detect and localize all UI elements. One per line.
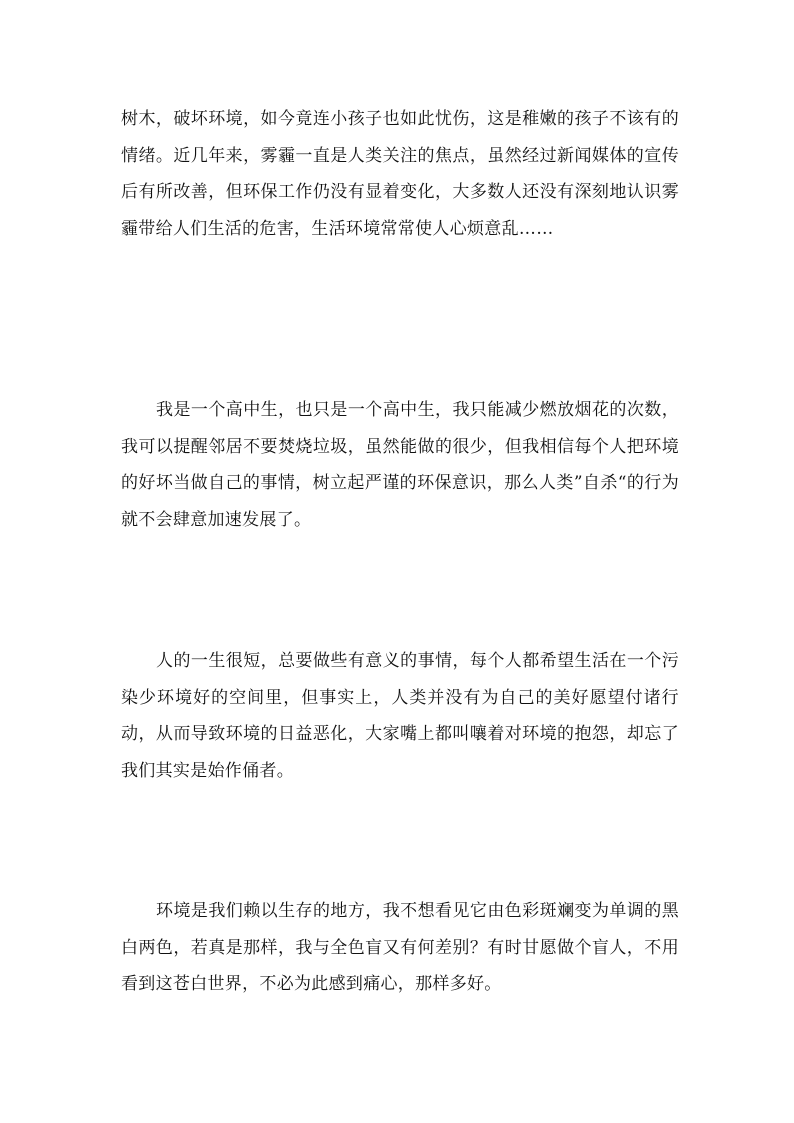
paragraph-short-life: 人的一生很短，总要做些有意义的事情，每个人都希望生活在一个污染少环境好的空间里，但事实上，人类并没有为自己的美好愿望付诸行动，从而导致环境的日益恶化，大家嘴上都叫嚷着对环境的抱怨，却忘了我们其实是始作俑者。 [121, 651, 679, 781]
paragraph-high-school-student: 我是一个高中生，也只是一个高中生，我只能减少燃放烟花的次数，我可以提醒邻居不要焚烧垃圾，虽然能做的很少，但我相信每个人把环境的好坏当做自己的事情，树立起严谨的环保意识，那么人类”自杀“的行为就不会肆意加速发展了。 [121, 400, 679, 530]
paragraph-continuation: 树木，破坏环境，如今竟连小孩子也如此忧伤，这是稚嫩的孩子不该有的情绪。近几年来，雾霾一直是人类关注的焦点，虽然经过新闻媒体的宣传后有所改善，但环保工作仍没有显着变化，大多数人还没有深刻地认识雾霾带给人们生活的危害，生活环境常常使人心烦意乱…… [121, 109, 679, 239]
paragraph-environment-colors: 环境是我们赖以生存的地方，我不想看见它由色彩斑斓变为单调的黑白两色，若真是那样，我与全色盲又有何差别？有时甘愿做个盲人，不用看到这苍白世界，不必为此感到痛心，那样多好。 [121, 901, 679, 995]
